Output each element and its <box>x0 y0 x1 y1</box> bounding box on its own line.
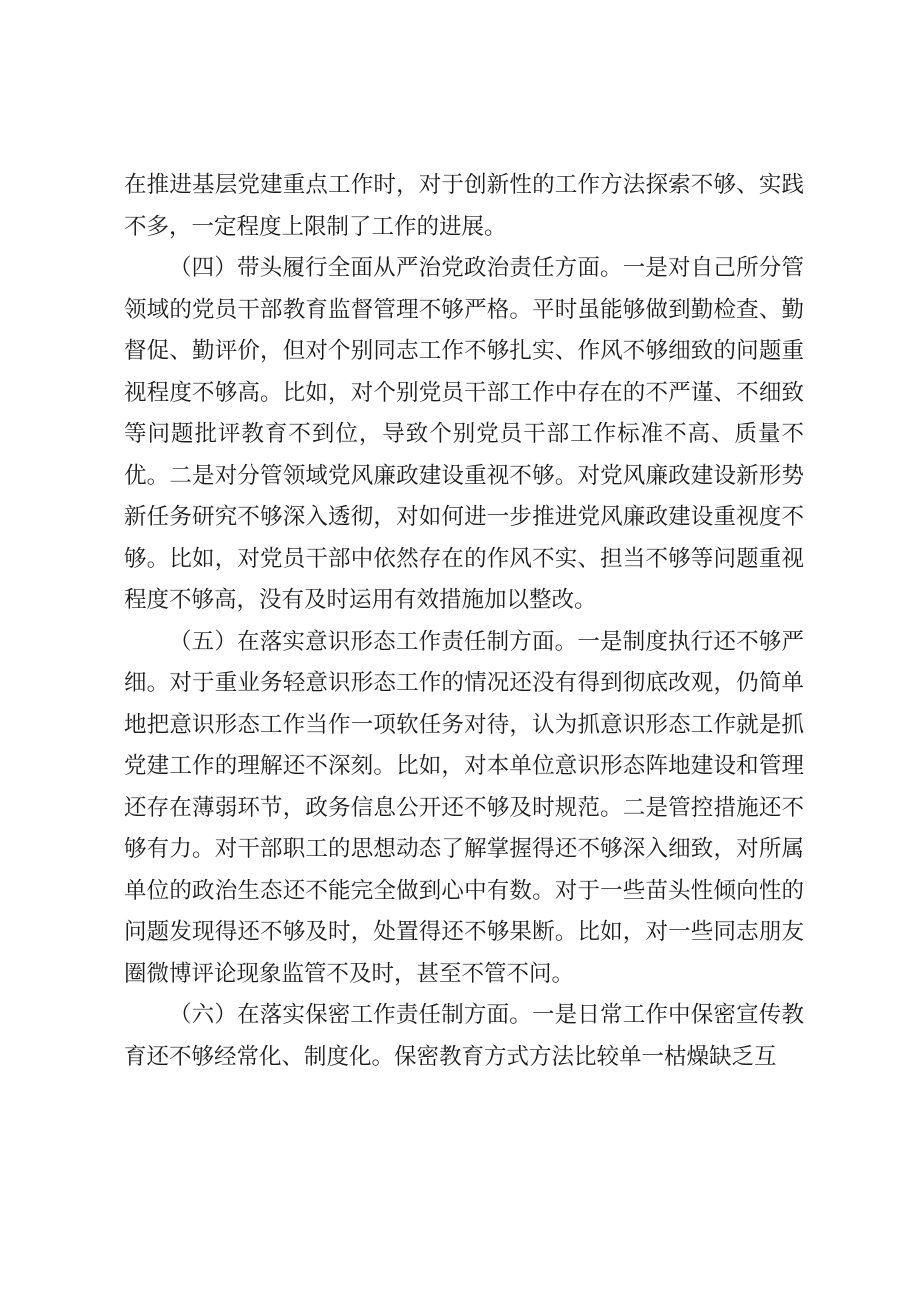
paragraph-section-4: （四）带头履行全面从严治党政治责任方面。一是对自己所分管领域的党员干部教育监督管理不够严格。平时虽能够做到勤检查、勤督促、勤评价，但对个别同志工作不够扎实、作风不够细致的问题重视程度不够高。比如，对个别党员干部工作中存在的不严谨、不细致等问题批评教育不到位，导致个别党员干部工作标准不高、质量不优。二是对分管领域党风廉政建设重视不够。对党风廉政建设新形势新任务研究不够深入透彻，对如何进一步推进党风廉政建设重视度不够。比如，对党员干部中依然存在的作风不实、担当不够等问题重视程度不够高，没有及时运用有效措施加以整改。 <box>124 255 804 613</box>
paragraph-continuation: 在推进基层党建重点工作时，对于创新性的工作方法探索不够、实践不多，一定程度上限制了工作的进展。 <box>124 172 804 240</box>
document-body <box>124 165 804 1078</box>
paragraph-section-5: （五）在落实意识形态工作责任制方面。一是制度执行还不够严细。对于重业务轻意识形态工作的情况还没有得到彻底改观，仍简单地把意识形态工作当作一项软任务对待，认为抓意识形态工作就是抓党建工作的理解还不深刻。比如，对本单位意识形态阵地建设和管理还存在薄弱环节，政务信息公开还不够及时规范。二是管控措施还不够有力。对干部职工的思想动态了解掌握得还不够深入细致，对所属单位的政治生态还不能完全做到心中有数。对于一些苗头性倾向性的问题发现得还不够及时，处置得还不够果断。比如，对一些同志朋友圈微博评论现象监管不及时，甚至不管不问。 <box>124 628 804 987</box>
paragraph-section-6: （六）在落实保密工作责任制方面。一是日常工作中保密宣传教育还不够经常化、制度化。保密教育方式方法比较单一枯燥缺乏互 <box>124 1002 804 1070</box>
